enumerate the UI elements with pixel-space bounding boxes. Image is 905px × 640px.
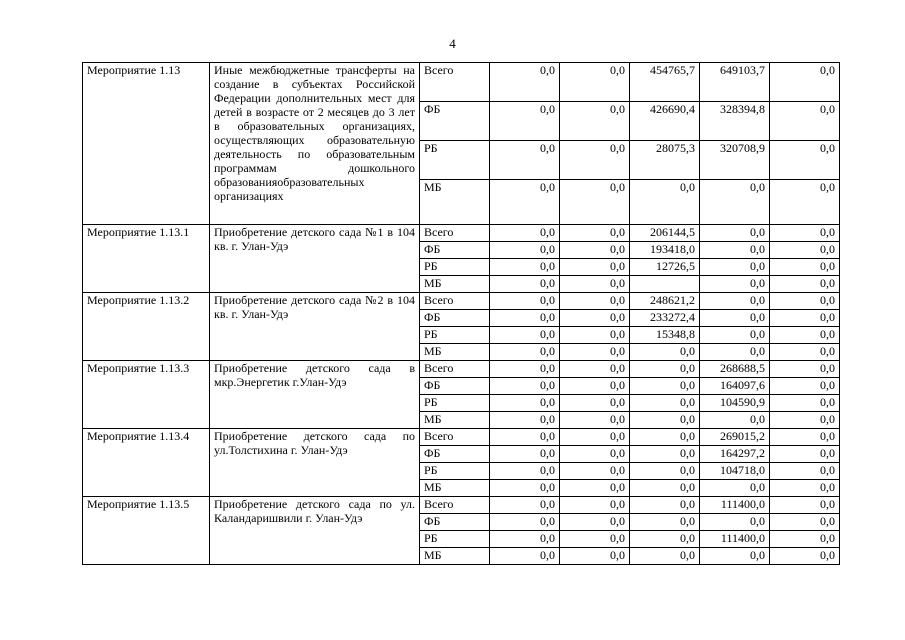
value-cell: 0,0 [770,463,840,480]
value-cell: 0,0 [560,378,630,395]
value-cell: 0,0 [770,102,840,141]
value-cell: 0,0 [560,327,630,344]
value-cell: 248621,2 [630,293,700,310]
value-cell: 0,0 [490,429,560,446]
value-cell: 0,0 [560,344,630,361]
funding-source: Всего [420,293,490,310]
value-cell: 0,0 [700,293,770,310]
value-cell: 0,0 [770,344,840,361]
value-cell: 0,0 [560,412,630,429]
value-cell: 0,0 [700,344,770,361]
value-cell: 233272,4 [630,310,700,327]
value-cell: 0,0 [700,276,770,293]
value-cell: 0,0 [560,225,630,242]
value-cell: 0,0 [630,514,700,531]
value-cell: 0,0 [560,497,630,514]
funding-source: ФБ [420,242,490,259]
value-cell: 0,0 [630,412,700,429]
value-cell: 0,0 [560,293,630,310]
value-cell: 0,0 [560,446,630,463]
value-cell: 0,0 [770,395,840,412]
value-cell: 649103,7 [700,63,770,102]
value-cell: 0,0 [560,429,630,446]
value-cell: 0,0 [560,395,630,412]
funding-source: ФБ [420,446,490,463]
value-cell: 0,0 [770,480,840,497]
value-cell: 0,0 [630,531,700,548]
value-cell: 0,0 [490,310,560,327]
event-name: Приобретение детского сада по ул. Каландаришвили г. Улан-Удэ [210,497,420,565]
value-cell: 0,0 [490,102,560,141]
funding-source: Всего [420,361,490,378]
value-cell: 0,0 [490,276,560,293]
funding-source: МБ [420,276,490,293]
event-name: Иные межбюджетные трансферты на создание в субъектах Российской Федерации дополнительных мест для детей в возрасте от 2 месяцев до 3 лет в образовательных организациях, осуществляющих образовательную деятельность по образовательным программам дошкольного образованияобразовательных организациях [210,63,420,225]
value-cell: 269015,2 [700,429,770,446]
value-cell: 0,0 [770,361,840,378]
value-cell: 0,0 [770,514,840,531]
event-name: Приобретение детского сада по ул.Толстихина г. Улан-Удэ [210,429,420,497]
value-cell: 193418,0 [630,242,700,259]
value-cell: 0,0 [770,259,840,276]
event-name: Приобретение детского сада №2 в 104 кв. г. Улан-Удэ [210,293,420,361]
value-cell: 454765,7 [630,63,700,102]
value-cell: 0,0 [490,412,560,429]
value-cell: 328394,8 [700,102,770,141]
value-cell: 0,0 [490,259,560,276]
value-cell: 0,0 [770,310,840,327]
value-cell: 0,0 [770,276,840,293]
value-cell: 0,0 [770,531,840,548]
value-cell: 0,0 [490,395,560,412]
value-cell: 104590,9 [700,395,770,412]
value-cell: 0,0 [770,63,840,102]
value-cell: 0,0 [770,327,840,344]
value-cell: 0,0 [490,327,560,344]
value-cell: 0,0 [770,225,840,242]
value-cell: 0,0 [700,548,770,565]
funding-source: ФБ [420,310,490,327]
value-cell: 0,0 [770,429,840,446]
value-cell: 0,0 [490,531,560,548]
value-cell: 0,0 [770,548,840,565]
value-cell: 0,0 [560,276,630,293]
value-cell: 0,0 [560,141,630,180]
value-cell: 0,0 [490,293,560,310]
value-cell: 0,0 [490,180,560,225]
event-name: Приобретение детского сада в мкр.Энергетик г.Улан-Удэ [210,361,420,429]
value-cell: 0,0 [560,514,630,531]
funding-source: ФБ [420,378,490,395]
value-cell: 0,0 [700,327,770,344]
value-cell: 0,0 [630,344,700,361]
value-cell: 0,0 [700,412,770,429]
value-cell: 0,0 [630,361,700,378]
value-cell: 0,0 [490,480,560,497]
page-number: 4 [449,36,456,51]
value-cell: 0,0 [560,361,630,378]
value-cell: 0,0 [560,480,630,497]
value-cell: 111400,0 [700,531,770,548]
funding-source: РБ [420,141,490,180]
value-cell: 0,0 [770,412,840,429]
value-cell: 0,0 [700,180,770,225]
value-cell: 0,0 [560,242,630,259]
value-cell: 0,0 [700,225,770,242]
funding-source: ФБ [420,102,490,141]
event-code: Мероприятие 1.13.2 [83,293,210,361]
value-cell: 0,0 [700,480,770,497]
value-cell: 0,0 [490,446,560,463]
event-code: Мероприятие 1.13.5 [83,497,210,565]
value-cell: 0,0 [700,242,770,259]
value-cell: 164297,2 [700,446,770,463]
table-row [83,429,840,446]
value-cell: 0,0 [630,480,700,497]
value-cell: 0,0 [630,446,700,463]
funding-source: РБ [420,531,490,548]
value-cell: 0,0 [490,497,560,514]
value-cell: 0,0 [490,463,560,480]
value-cell: 320708,9 [700,141,770,180]
funding-source: МБ [420,180,490,225]
value-cell: 104718,0 [700,463,770,480]
value-cell: 0,0 [770,141,840,180]
funding-source: РБ [420,395,490,412]
value-cell: 0,0 [490,514,560,531]
value-cell: 164097,6 [700,378,770,395]
event-code: Мероприятие 1.13.4 [83,429,210,497]
funding-source: ФБ [420,514,490,531]
funding-source: Всего [420,429,490,446]
value-cell: 28075,3 [630,141,700,180]
table-row [83,63,840,102]
table-row [83,497,840,514]
value-cell: 0,0 [700,310,770,327]
value-cell: 0,0 [560,531,630,548]
value-cell: 268688,5 [700,361,770,378]
value-cell: 0,0 [630,548,700,565]
value-cell: 0,0 [700,514,770,531]
budget-table [82,62,840,565]
value-cell: 12726,5 [630,259,700,276]
value-cell: 0,0 [560,259,630,276]
value-cell: 0,0 [630,395,700,412]
value-cell: 0,0 [630,180,700,225]
value-cell: 0,0 [770,180,840,225]
funding-source: РБ [420,327,490,344]
event-code: Мероприятие 1.13.3 [83,361,210,429]
value-cell [630,276,700,293]
value-cell: 0,0 [490,63,560,102]
value-cell: 111400,0 [700,497,770,514]
value-cell: 0,0 [770,446,840,463]
event-name: Приобретение детского сада №1 в 104 кв. г. Улан-Удэ [210,225,420,293]
value-cell: 0,0 [770,497,840,514]
funding-source: МБ [420,548,490,565]
value-cell: 0,0 [770,293,840,310]
value-cell: 0,0 [560,548,630,565]
value-cell: 426690,4 [630,102,700,141]
value-cell: 0,0 [490,344,560,361]
value-cell: 0,0 [560,102,630,141]
value-cell: 0,0 [490,225,560,242]
event-code: Мероприятие 1.13.1 [83,225,210,293]
funding-source: Всего [420,225,490,242]
value-cell: 0,0 [630,378,700,395]
value-cell: 0,0 [490,141,560,180]
event-code: Мероприятие 1.13 [83,63,210,225]
value-cell: 0,0 [560,180,630,225]
value-cell: 0,0 [630,497,700,514]
funding-source: Всего [420,497,490,514]
table-row [83,361,840,378]
funding-source: Всего [420,63,490,102]
funding-source: МБ [420,412,490,429]
value-cell: 0,0 [490,242,560,259]
table-row [83,225,840,242]
value-cell: 0,0 [700,259,770,276]
value-cell: 0,0 [560,463,630,480]
funding-source: РБ [420,463,490,480]
funding-source: МБ [420,480,490,497]
value-cell: 15348,8 [630,327,700,344]
table-row [83,293,840,310]
value-cell: 206144,5 [630,225,700,242]
value-cell: 0,0 [770,242,840,259]
value-cell: 0,0 [490,361,560,378]
value-cell: 0,0 [490,548,560,565]
funding-source: МБ [420,344,490,361]
value-cell: 0,0 [560,310,630,327]
value-cell: 0,0 [630,429,700,446]
funding-source: РБ [420,259,490,276]
value-cell: 0,0 [630,463,700,480]
value-cell: 0,0 [560,63,630,102]
value-cell: 0,0 [770,378,840,395]
value-cell: 0,0 [490,378,560,395]
